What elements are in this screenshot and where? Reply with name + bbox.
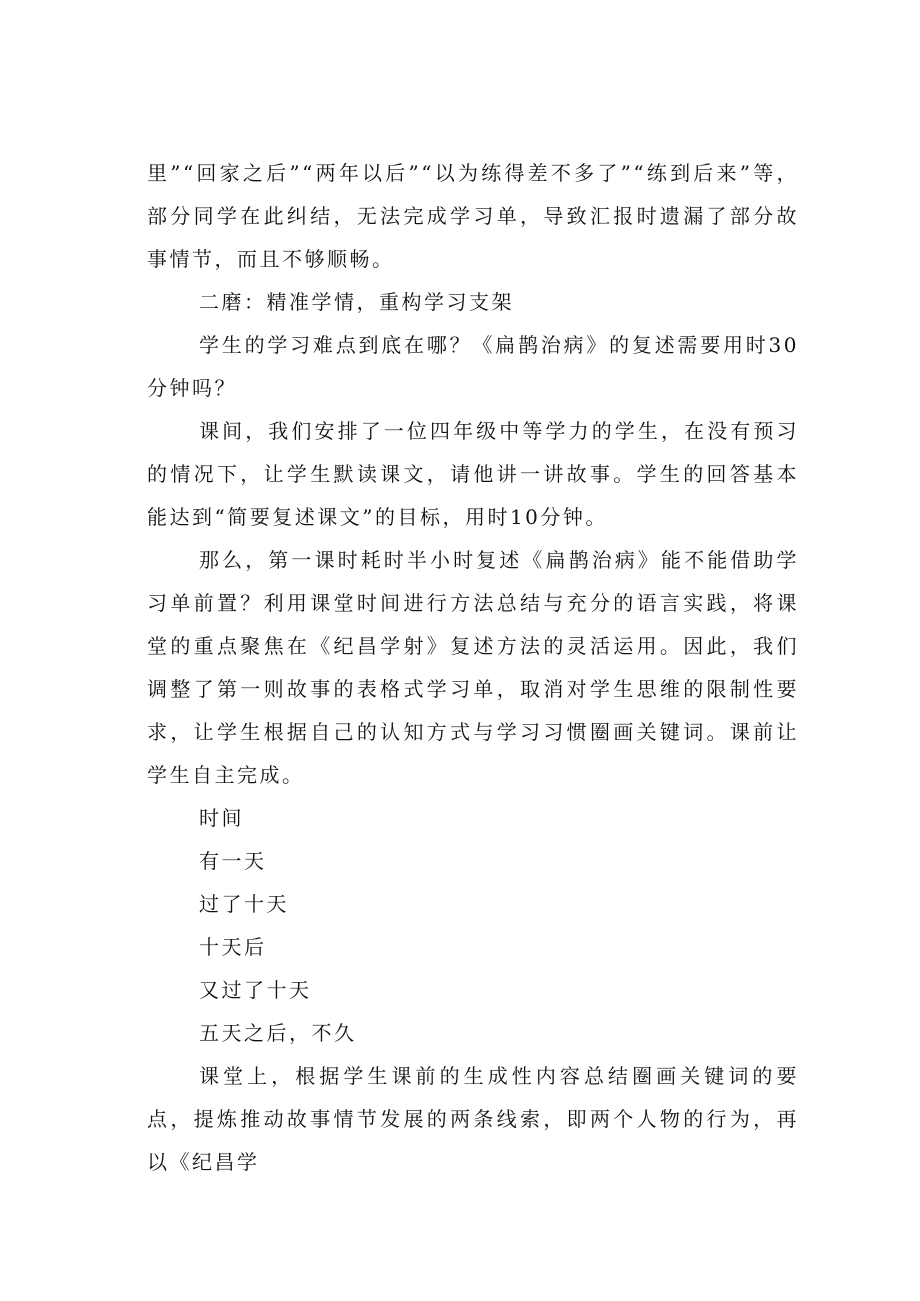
paragraph-adjustment: 那么，第一课时耗时半小时复述《扁鹊治病》能不能借助学习单前置？利用课堂时间进行方法总结与充分的语言实践，将课堂的重点聚焦在《纪昌学射》复述方法的灵活运用。因此，我们调整了第一则故事的表格式学习单，取消对学生思维的限制性要求，让学生根据自己的认知方式与学习习惯圈画关键词。课前让学生自主完成。 [147, 548, 799, 787]
section-heading: 二磨：精准学情，重构学习支架 [199, 290, 514, 314]
paragraph-continuation: 里”“回家之后”“两年以后”“以为练得差不多了”“练到后来”等，部分同学在此纠结，无法完成学习单，导致汇报时遗漏了部分故事情节，而且不够顺畅。 [147, 161, 799, 271]
list-item: 时间 [199, 806, 244, 830]
list-item: 五天之后，不久 [199, 1021, 357, 1045]
paragraph-experiment: 课间，我们安排了一位四年级中等学力的学生，在没有预习的情况下，让学生默读课文，请他讲一讲故事。学生的回答基本能达到“简要复述课文”的目标，用时10分钟。 [147, 419, 799, 529]
list-item: 又过了十天 [199, 978, 312, 1002]
list-item: 十天后 [199, 935, 267, 959]
paragraph-classroom: 课堂上，根据学生课前的生成性内容总结圈画关键词的要点，提炼推动故事情节发展的两条线索，即两个人物的行为，再以《纪昌学 [147, 1064, 799, 1174]
paragraph-question: 学生的学习难点到底在哪？《扁鹊治病》的复述需要用时30分钟吗？ [147, 333, 799, 400]
document-body [147, 152, 799, 1184]
time-word-list [147, 797, 799, 1055]
list-item: 有一天 [199, 849, 267, 873]
list-item: 过了十天 [199, 892, 289, 916]
